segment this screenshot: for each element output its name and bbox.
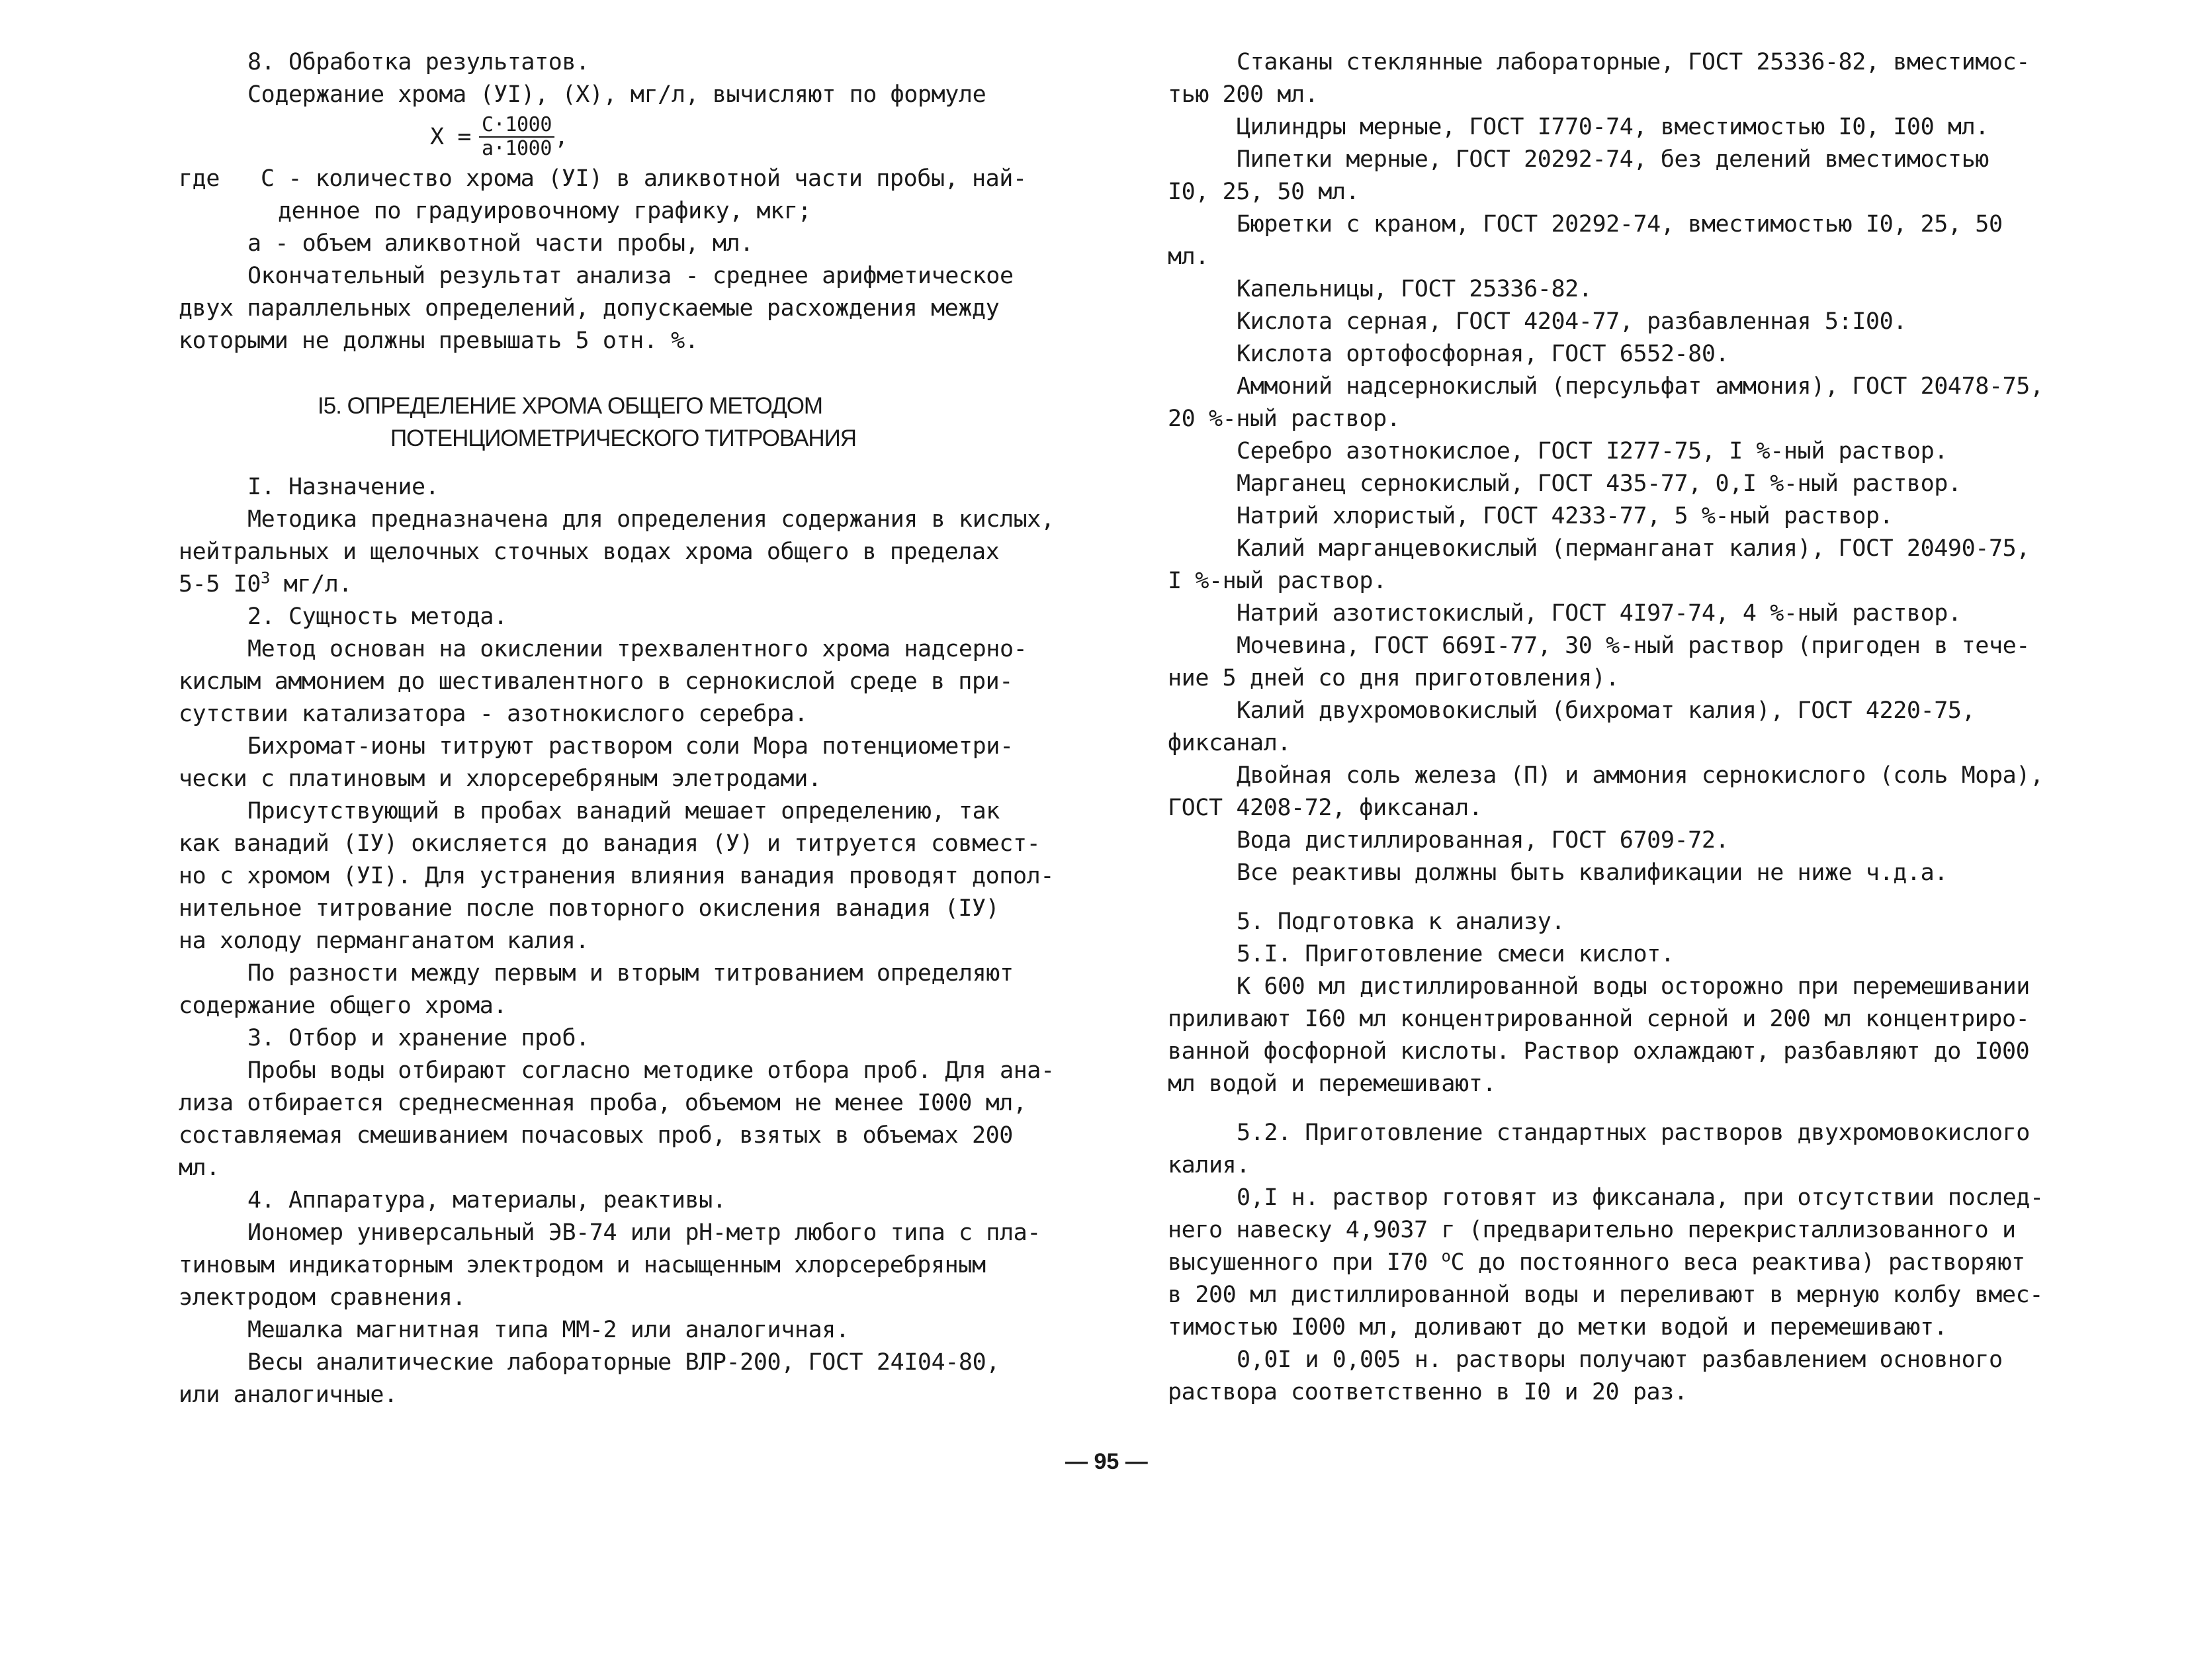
unit-text: мг/л. [270, 571, 353, 597]
paragraph-line: нейтральных и щелочных сточных водах хрома общего в пределах [179, 539, 1000, 565]
list-item: I0, 25, 50 мл. [1168, 179, 1360, 205]
paragraph-line: Пробы воды отбирают согласно методике отбора проб. Для ана- [247, 1057, 1055, 1084]
list-item: Калий двухромовокислый (бихромат калия), ГОСТ 4220-75, [1237, 697, 1976, 724]
list-item: Калий марганцевокислый (перманганат калия), ГОСТ 20490-75, [1237, 535, 2030, 562]
list-item: Все реактивы должны быть квалификации не ниже ч.д.а. [1237, 860, 1948, 886]
paragraph-line: которыми не должны превышать 5 отн. %. [179, 328, 699, 354]
paragraph-line: чески с платиновым и хлорсеребряным элетродами. [179, 766, 822, 792]
paragraph-line: 0,I н. раствор готовят из фиксанала, при отсутствии послед- [1237, 1184, 2044, 1211]
paragraph-line: на холоду перманганатом калия. [179, 928, 590, 954]
range-text: 5-5 I0 [179, 571, 261, 597]
exponent: 3 [261, 568, 271, 588]
paragraph-line: Метод основан на окислении трехвалентного хрома надсерно- [247, 636, 1028, 662]
paragraph-line: двух параллельных определений, допускаемые расхождения между [179, 295, 1000, 322]
spacer [1168, 889, 2048, 906]
paragraph-line: тиновым индикаторным электродом и насыщенным хлорсеребряным [179, 1252, 986, 1278]
paragraph-line: но с хромом (УI). Для устранения влияния ванадия проводят допол- [179, 863, 1054, 889]
paragraph-line: него навеску 4,9037 г (предварительно перекристаллизованного и [1168, 1217, 2016, 1243]
list-item: Бюретки с краном, ГОСТ 20292-74, вместимостью I0, 25, 50 [1237, 211, 2003, 238]
section-4-title: 4. Аппаратура, материалы, реактивы. [247, 1187, 726, 1214]
paragraph-line: раствора соответственно в I0 и 20 раз. [1168, 1379, 1688, 1405]
paragraph-line: Методика предназначена для определения содержания в кислых, [247, 506, 1055, 533]
list-item: Двойная соль железа (П) и аммония сернокислого (соль Мора), [1237, 762, 2044, 789]
paragraph-line: как ванадий (IУ) окисляется до ванадия (У) и титруется совмест- [179, 830, 1041, 857]
paragraph-line: в 200 мл дистиллированной воды и переливают в мерную колбу вмес- [1168, 1282, 2043, 1308]
list-item: ГОСТ 4208-72, фиксанал. [1168, 795, 1483, 821]
list-item: I %-ный раствор. [1168, 568, 1387, 594]
list-item: Стаканы стеклянные лабораторные, ГОСТ 25336-82, вместимос- [1237, 49, 2030, 75]
section-15-heading: ПОТЕНЦИОМЕТРИЧЕСКОГО ТИТРОВАНИЯ [390, 425, 857, 451]
paragraph-line: мл водой и перемешивают. [1168, 1071, 1497, 1097]
list-item: ние 5 дней со дня приготовления). [1168, 665, 1620, 691]
paragraph-line: Иономер универсальный ЭВ-74 или pH-метр любого типа с пла- [247, 1219, 1041, 1246]
where-c-line: где С - количество хрома (УI) в аликвотной части пробы, най- [179, 165, 1027, 192]
where-c-line: денное по градуировочному графику, мкг; [278, 198, 812, 224]
list-item: Марганец сернокислый, ГОСТ 435-77, 0,I %-ный раствор. [1237, 470, 1962, 497]
list-item: 20 %-ный раствор. [1168, 406, 1401, 432]
list-item: Вода дистиллированная, ГОСТ 6709-72. [1237, 827, 1729, 854]
paragraph-line: электродом сравнения. [179, 1284, 466, 1311]
section-2-title: 2. Сущность метода. [247, 603, 507, 630]
paragraph-line [179, 568, 1118, 601]
list-item: Пипетки мерные, ГОСТ 20292-74, без делений вместимостью [1237, 146, 1989, 173]
list-item: Мочевина, ГОСТ 669I-77, 30 %-ный раствор (пригоден в тече- [1237, 633, 2030, 659]
paragraph-text: С до постоянного веса реактива) растворяют [1450, 1249, 2025, 1276]
list-item: Серебро азотнокислое, ГОСТ I277-75, I %-ный раствор. [1237, 438, 1948, 464]
paragraph-line: тимостью I000 мл, доливают до метки водой и перемешивают. [1168, 1314, 1948, 1341]
paragraph-line: приливают I60 мл концентрированной серной и 200 мл концентриро- [1168, 1006, 2030, 1032]
list-item: Натрий хлористый, ГОСТ 4233-77, 5 %-ный раствор. [1237, 503, 1894, 529]
paragraph-line: К 600 мл дистиллированной воды осторожно при перемешивании [1237, 973, 2030, 1000]
paragraph-line: сутствии катализатора - азотнокислого серебра. [179, 701, 808, 727]
section-3-title: 3. Отбор и хранение проб. [247, 1025, 590, 1051]
spacer [1168, 1100, 2048, 1117]
spacer [179, 357, 1118, 390]
formula-lhs: X = [430, 123, 472, 150]
paragraph-line: составляемая смешиванием почасовых проб, взятых в объемах 200 [179, 1122, 1013, 1149]
temperature-text: высушенного при I70 [1168, 1249, 1442, 1276]
list-item: тью 200 мл. [1168, 81, 1319, 108]
formula [179, 111, 1118, 163]
paragraph-line: содержание общего хрома. [179, 993, 507, 1019]
where-a-line: а - объем аликвотной части пробы, мл. [247, 230, 754, 257]
formula-numerator: C·1000 [479, 114, 554, 138]
right-column [1168, 46, 2048, 1409]
paragraph-line: лиза отбирается среднесменная проба, объемом не менее I000 мл, [179, 1090, 1027, 1116]
section-1-title: I. Назначение. [247, 474, 439, 500]
paragraph-line: Присутствующий в пробах ванадий мешает определению, так [247, 798, 1000, 824]
section-15-heading: I5. ОПРЕДЕЛЕНИЕ ХРОМА ОБЩЕГО МЕТОДОМ [318, 393, 823, 419]
list-item: фиксанал. [1168, 730, 1291, 756]
formula-trail: , [554, 123, 568, 150]
left-column [179, 46, 1118, 1411]
paragraph-line: 0,0I и 0,005 н. растворы получают разбавлением основного [1237, 1347, 2003, 1373]
paragraph-line [1168, 1247, 2048, 1279]
list-item: Аммоний надсернокислый (персульфат аммония), ГОСТ 20478-75, [1237, 373, 2044, 400]
list-item: Капельницы, ГОСТ 25336-82. [1237, 276, 1593, 302]
formula-fraction [479, 114, 554, 160]
list-item: мл. [1168, 243, 1209, 270]
degree-sign: o [1441, 1247, 1451, 1266]
list-item: Кислота ортофосфорная, ГОСТ 6552-80. [1237, 341, 1729, 367]
paragraph-line: Содержание хрома (УI), (Х), мг/л, вычисляют по формуле [247, 81, 986, 108]
paragraph-line: По разности между первым и вторым титрованием определяют [247, 960, 1014, 987]
paragraph-line: нительное титрование после повторного окисления ванадия (IУ) [179, 895, 1000, 922]
list-item: Кислота серная, ГОСТ 4204-77, разбавленная 5:I00. [1237, 308, 1907, 335]
section-5-title: 5. Подготовка к анализу. [1237, 908, 1565, 935]
paragraph-line: кислым аммонием до шестивалентного в сернокислой среде в при- [179, 668, 1013, 695]
page-number: — 95 — [1065, 1449, 1148, 1474]
list-item: Натрий азотистокислый, ГОСТ 4I97-74, 4 %-ный раствор. [1237, 600, 1962, 627]
paragraph-line: калия. [1168, 1152, 1250, 1178]
paragraph-line: или аналогичные. [179, 1382, 398, 1408]
list-item: Цилиндры мерные, ГОСТ I770-74, вместимостью I0, I00 мл. [1237, 114, 1989, 140]
section-5-2-title: 5.2. Приготовление стандартных растворов двухромовокислого [1237, 1120, 2030, 1146]
paragraph-line: мл. [179, 1155, 220, 1181]
paragraph-line: Бихромат-ионы титруют раствором соли Мора потенциометри- [247, 733, 1014, 760]
paragraph-line: Весы аналитические лабораторные ВЛР-200, ГОСТ 24I04-80, [247, 1349, 1000, 1376]
formula-denominator: a·1000 [482, 137, 552, 160]
section-5-1-title: 5.I. Приготовление смеси кислот. [1237, 941, 1675, 967]
paragraph-line: Окончательный результат анализа - среднее арифметическое [247, 263, 1014, 289]
paragraph-line: Мешалка магнитная типа ММ-2 или аналогичная. [247, 1317, 850, 1343]
spacer [179, 455, 1118, 471]
paragraph-line: ванной фосфорной кислоты. Раствор охлаждают, разбавляют до I000 [1168, 1038, 2030, 1065]
section-8-title: 8. Обработка результатов. [247, 49, 590, 75]
